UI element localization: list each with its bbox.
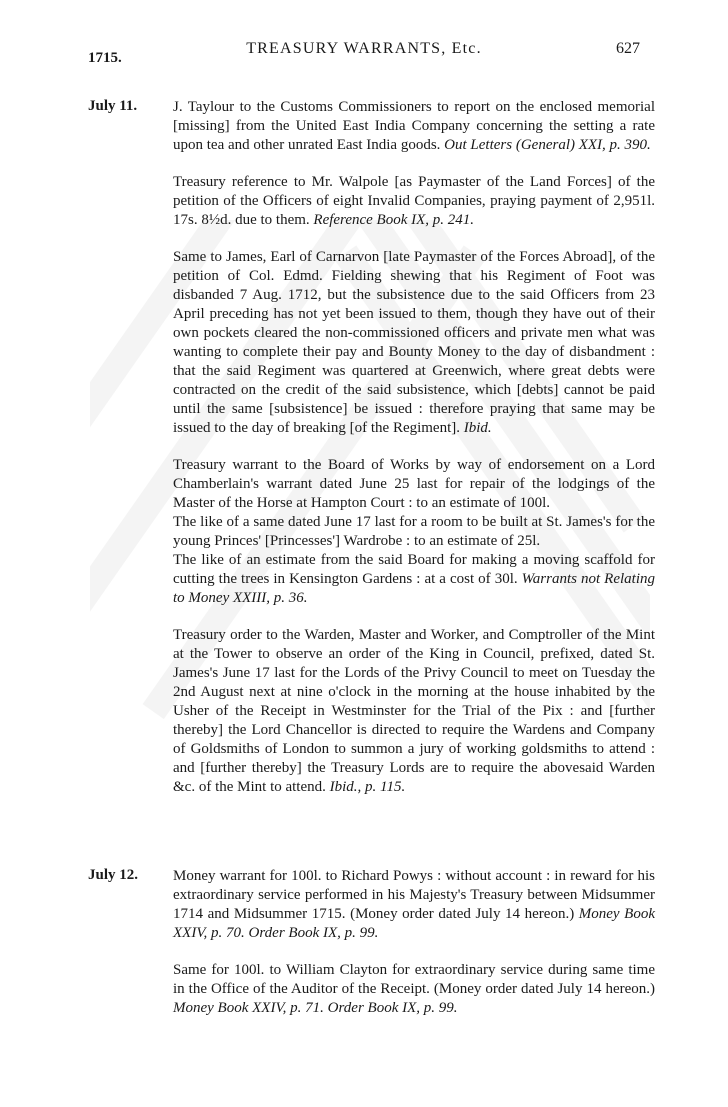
running-title: TREASURY WARRANTS, Etc. [246, 40, 482, 57]
entries-july-11 [173, 98, 655, 815]
entry-paragraph: The like of an estimate from the said Board for making a moving scaffold for cutting the trees in Kensington Gardens : at a cost of 30l. Warrants not Relating to Money XXIII, p. 36. [173, 552, 655, 606]
entry-5 [173, 626, 655, 797]
entry-1 [173, 98, 655, 155]
entry-7 [173, 961, 655, 1018]
entry-reference: Out Letters (General) XXI, p. 390. [444, 137, 651, 153]
page-header [88, 40, 640, 64]
entry-text: Treasury order to the Warden, Master and Worker, and Comptroller of the Mint at the Tower to observe an order of the King in Council, prefixed, dated St. James's June 17 last for the Lords of the Privy Council to meet on Tuesday the 2nd August next at nine o'clock in the morning at the house inhabited by the Usher of the Receipt in Westminster for the Trial of the Pix : and [further thereby] the Lord Chancellor is directed to require the Wardens and Company of Goldsmiths of London to summon a jury of working goldsmiths to attend : and [further thereby] the Treasury Lords are to require the abovesaid Warden &c. of the Mint to attend. [173, 627, 655, 795]
entry-reference: Money Book XXIV, p. 70. Order Book IX, p. 99. [173, 906, 655, 941]
entry-4 [173, 456, 655, 608]
entry-reference: Ibid., p. 115. [329, 779, 406, 795]
entries-july-12 [173, 867, 655, 1036]
entry-reference: Ibid. [463, 420, 492, 436]
entry-2 [173, 173, 655, 230]
entry-paragraph: Treasury warrant to the Board of Works by way of endorsement on a Lord Chamberlain's warrant dated June 25 last for repair of the lodgings of the Master of the Horse at Hampton Court : to an estimate of 100l. [173, 457, 655, 511]
entry-reference: Reference Book IX, p. 241. [313, 212, 475, 228]
entry-text: J. Taylour to the Customs Commissioners to report on the enclosed memorial [missing] from the United East India Company concerning the setting a rate upon tea and other unrated East India goods. [173, 99, 655, 153]
date-july-12: July 12. [88, 867, 139, 883]
entry-6 [173, 867, 655, 943]
entry-text: Same to James, Earl of Carnarvon [late Paymaster of the Forces Abroad], of the petition of Col. Edmd. Fielding shewing that his Regiment of Foot was disbanded 7 Aug. 1712, but the subsistence due to the said Officers from 23 April preceding has not yet been issued to them, though they have out of their own pockets cleared the non-commissioned officers and private men what was wanting to complete their pay and Bounty Money to the day of disbandment : that the said Regiment was quartered at Greenwich, where great debts were contracted on the credit of the said subsistence, which [debts] cannot be paid until the same [subsistence] be issued : therefore praying that same may be issued to the day of breaking [of the Regiment]. [173, 249, 655, 436]
header-year: 1715. [88, 50, 122, 66]
date-july-11: July 11. [88, 98, 138, 114]
entry-3 [173, 248, 655, 438]
entry-text: Money warrant for 100l. to Richard Powys : without account : in reward for his extraordinary service performed in his Majesty's Treasury between Midsummer 1714 and Midsummer 1715. (Money order dated July 14 hereon.) [173, 868, 655, 922]
page-number: 627 [616, 40, 640, 57]
entry-paragraph: The like of a same dated June 17 last for a room to be built at St. James's for the young Princes' [Princesses'] Wardrobe : to an estimate of 25l. [173, 514, 655, 549]
entry-text: Same for 100l. to William Clayton for extraordinary service during same time in the Office of the Auditor of the Receipt. (Money order dated July 14 hereon.) [173, 962, 655, 997]
entry-reference: Warrants not Relating to Money XXIII, p. 36. [173, 571, 655, 606]
entry-text: Treasury reference to Mr. Walpole [as Paymaster of the Land Forces] of the petition of the Officers of eight Invalid Companies, praying payment of 2,951l. 17s. 8½d. due to them. [173, 174, 655, 228]
entry-reference: Money Book XXIV, p. 71. Order Book IX, p. 99. [173, 1000, 458, 1016]
